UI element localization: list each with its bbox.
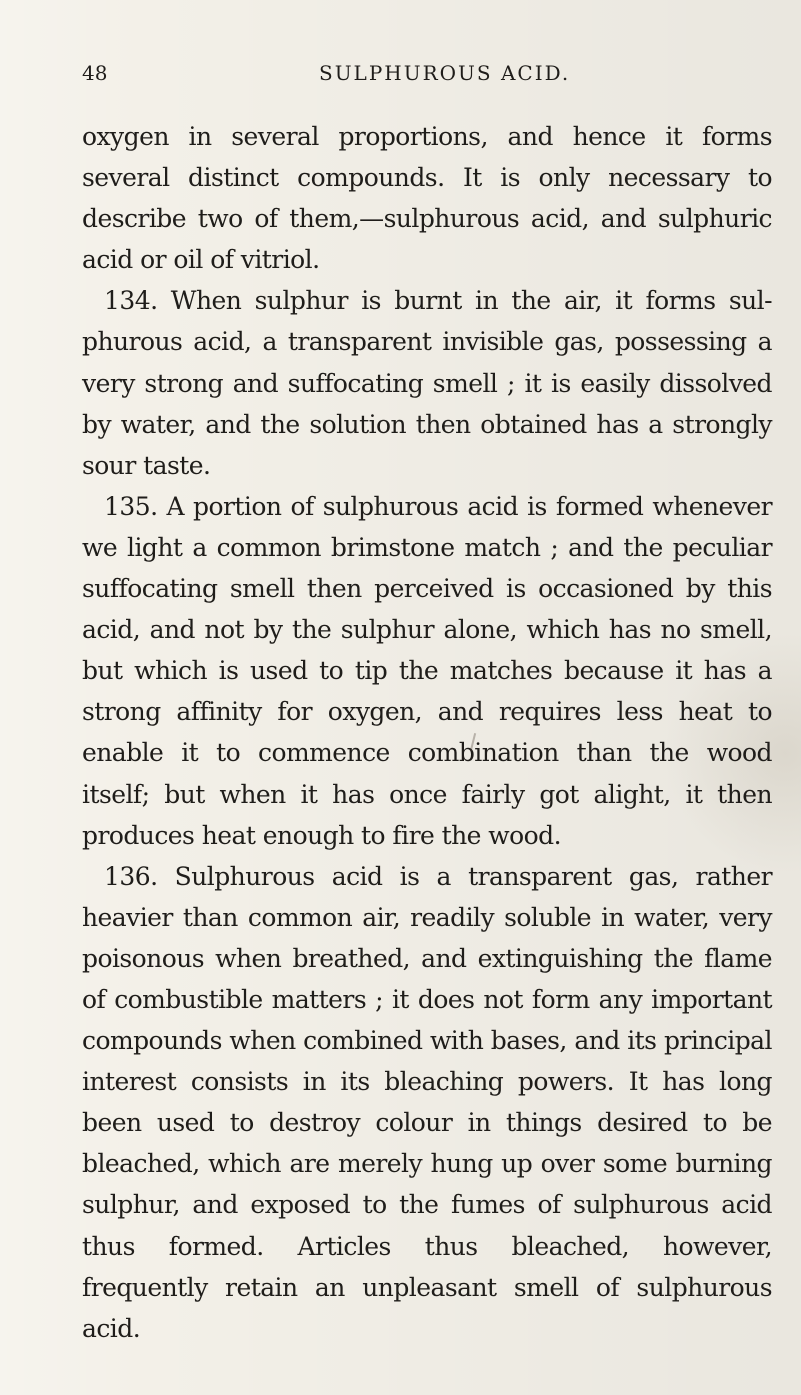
running-head xyxy=(82,58,781,88)
paragraph-continuation: oxygen in several proportions, and hence it forms several distinct compounds. It is only necessary to describe two of them,—sulphurous acid, and sulphuric acid or oil of vitriol. xyxy=(82,122,772,275)
paragraph-135: 135. A portion of sulphurous acid is formed whenever we light a common brimstone match ; and the peculiar suffocating smell then perceived is occasioned by this acid, and not by the sulphur alone, which has no smell, but which is used to tip the matches because it has a strong affinity for oxygen, and requires less heat to enable it to commence combination than the wood itself; but when it has once fairly got alight, it then produces heat enough to fire the wood. xyxy=(82,491,772,850)
running-title: SULPHUROUS ACID. xyxy=(319,61,571,85)
body-text xyxy=(82,116,772,1349)
paragraph-136: 136. Sulphurous acid is a transparent gas, rather heavier than common air, readily soluble in water, very poisonous when breathed, and extinguishing the flame of combustible matters ; it does not form any important compounds when combined with bases, and its principal interest consists in its bleaching powers. It has long been used to destroy colour in things desired to be bleached, which are merely hung up over some burning sulphur, and exposed to the fumes of sulphurous acid thus formed. Articles thus bleached, however, frequently retain an unpleasant smell of sulphurous acid. xyxy=(82,861,772,1343)
page-number: 48 xyxy=(82,61,108,85)
paragraph-134: 134. When sulphur is burnt in the air, it forms sul-phurous acid, a transparent invisible gas, possessing a very strong and suffocating smell ; it is easily dissolved by water, and the solution then obtained has a strongly sour taste. xyxy=(82,286,772,480)
